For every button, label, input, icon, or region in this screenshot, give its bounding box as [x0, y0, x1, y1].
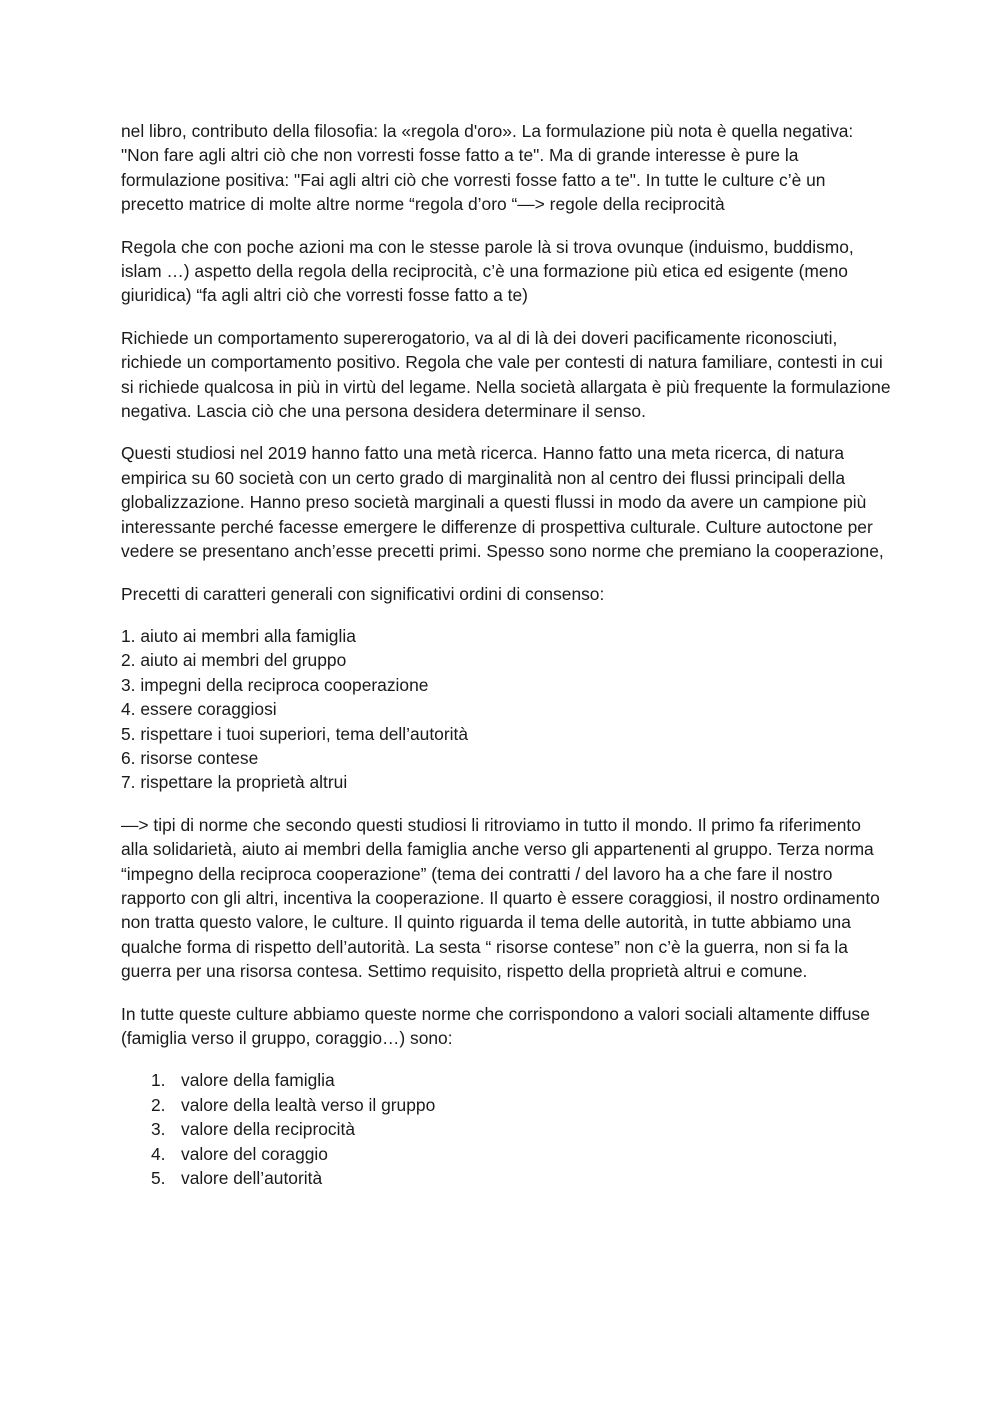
list-number: 1. — [151, 1070, 166, 1091]
paragraph-precepts-intro: Precetti di caratteri generali con significativi ordini di consenso: — [121, 583, 605, 604]
list-text: valore della reciprocità — [181, 1119, 355, 1140]
list-text: valore della lealtà verso il gruppo — [181, 1094, 436, 1115]
list-item — [121, 1093, 891, 1117]
list-item: 3. impegni della reciproca cooperazione — [121, 674, 429, 695]
precepts-list — [121, 624, 891, 795]
list-item: 1. aiuto ai membri alla famiglia — [121, 625, 356, 646]
list-number: 4. — [151, 1143, 166, 1164]
values-list — [121, 1068, 891, 1190]
list-text: valore della famiglia — [181, 1070, 335, 1091]
list-item: 4. essere coraggiosi — [121, 699, 277, 720]
list-text: valore del coraggio — [181, 1143, 328, 1164]
paragraph-reciprocity: Regola che con poche azioni ma con le stesse parole là si trova ovunque (induismo, buddismo, islam …) aspetto della regola della reciprocità, c’è una formazione più etica ed esigente (meno giuridica) “fa agli altri ciò che vorresti fosse fatto a te) — [121, 236, 854, 306]
list-item: 7. rispettare la proprietà altrui — [121, 772, 348, 793]
paragraph-research: Questi studiosi nel 2019 hanno fatto una metà ricerca. Hanno fatto una meta ricerca, di natura empirica su 60 società con un certo grado di marginalità non al centro dei flussi principali della globalizzazione. Hanno preso società marginali a questi flussi in modo da avere un campione più interessante perché facesse emergere le differenze di prospettiva culturale. Culture autoctone per vedere se presentano anch’esse precetti primi. Spesso sono norme che premiano la cooperazione, — [121, 443, 884, 562]
list-item — [121, 1117, 891, 1141]
paragraph-supererogatory: Richiede un comportamento supererogatorio, va al di là dei doveri pacificamente riconosciuti, richiede un comportamento positivo. Regola che vale per contesti di natura familiare, contesti in cui si richiede qualcosa in più in virtù del legame. Nella società allargata è più frequente la formulazione negativa. Lascia ciò che una persona desidera determinare il senso. — [121, 327, 891, 422]
list-item — [121, 1142, 891, 1166]
list-item: 2. aiuto ai membri del gruppo — [121, 650, 347, 671]
list-item — [121, 1068, 891, 1092]
list-item: 5. rispettare i tuoi superiori, tema dell’autorità — [121, 723, 469, 744]
list-item — [121, 1166, 891, 1190]
paragraph-golden-rule: nel libro, contributo della filosofia: la «regola d'oro». La formulazione più nota è quella negativa: "Non fare agli altri ciò che non vorresti fosse fatto a te". Ma di grande interesse è pure la formulazione positiva: "Fai agli altri ciò che vorresti fosse fatto a te". In tutte le culture c’è un precetto matrice di molte altre norme “regola d’oro “—> regole della reciprocità — [121, 121, 854, 215]
list-text: valore dell’autorità — [181, 1168, 323, 1189]
document-page — [121, 119, 891, 1190]
paragraph-norms-explanation: —> tipi di norme che secondo questi studiosi li ritroviamo in tutto il mondo. Il primo fa riferimento alla solidarietà, aiuto ai membri della famiglia anche verso gli appartenenti al gruppo. Terza norma “impegno della reciproca cooperazione” (tema dei contratti / del lavoro ha a che fare il nostro rapporto con gli altri, incentiva la cooperazione. Il quarto è essere coraggiosi, il nostro ordinamento non tratta questo valore, le culture. Il quinto riguarda il tema delle autorità, in tutte abbiamo una qualche forma di rispetto dell’autorità. La sesta “ risorse contese” non c’è la guerra, non si fa la guerra per una risorsa contesa. Settimo requisito, rispetto della proprietà altrui e comune. — [121, 814, 880, 982]
paragraph-values-intro: In tutte queste culture abbiamo queste norme che corrispondono a valori sociali altamente diffuse (famiglia verso il gruppo, coraggio…) sono: — [121, 1003, 870, 1048]
list-number: 3. — [151, 1119, 166, 1140]
list-item: 6. risorse contese — [121, 747, 259, 768]
list-number: 5. — [151, 1168, 166, 1189]
list-number: 2. — [151, 1094, 166, 1115]
